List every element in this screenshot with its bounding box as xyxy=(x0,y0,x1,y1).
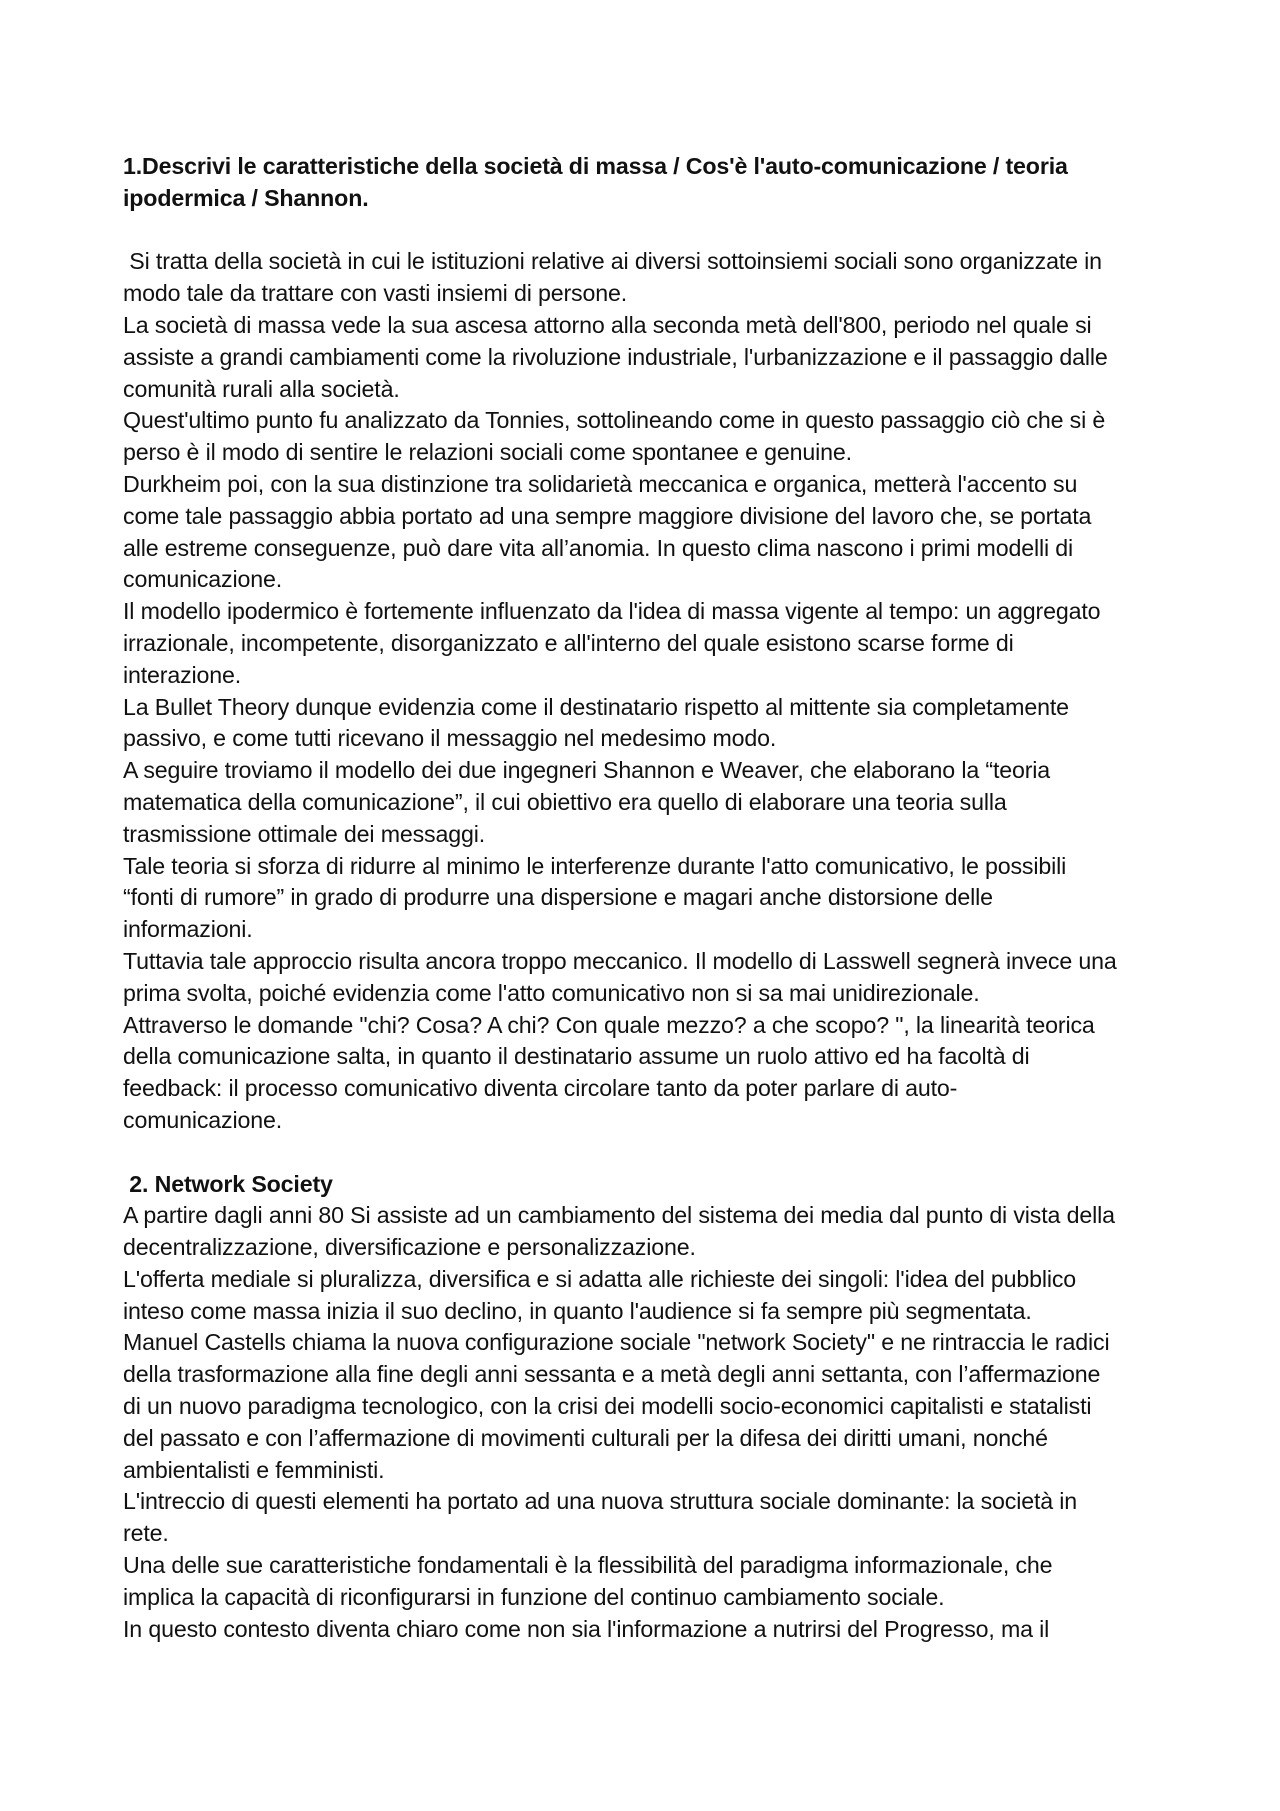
text-line: Manuel Castells chiama la nuova configurazione sociale "network Society" e ne rintraccia le radici xyxy=(123,1329,1110,1356)
text-line: decentralizzazione, diversificazione e personalizzazione. xyxy=(123,1234,696,1261)
text-line: trasmissione ottimale dei messaggi. xyxy=(123,820,486,847)
text-line: comunicazione. xyxy=(123,566,283,593)
text-line: L'intreccio di questi elementi ha portato ad una nuova struttura sociale dominante: la società in xyxy=(123,1488,1078,1515)
text-line: L'offerta mediale si pluralizza, diversifica e si adatta alle richieste dei singoli: l'idea del pubblico xyxy=(123,1265,1077,1292)
text-line: Quest'ultimo punto fu analizzato da Tonnies, sottolineando come in questo passaggio ciò che si è xyxy=(123,407,1106,434)
text-line: Durkheim poi, con la sua distinzione tra solidarietà meccanica e organica, metterà l'accento su xyxy=(123,470,1078,497)
text-line: perso è il modo di sentire le relazioni sociali come spontanee e genuine. xyxy=(123,439,852,466)
text-line: della comunicazione salta, in quanto il destinatario assume un ruolo attivo ed ha facoltà di xyxy=(123,1043,1030,1070)
text-line: della trasformazione alla fine degli anni sessanta e a metà degli anni settanta, con l’affermazione xyxy=(123,1361,1101,1388)
text-line: matematica della comunicazione”, il cui obiettivo era quello di elaborare una teoria sulla xyxy=(123,788,1007,815)
text-line: del passato e con l’affermazione di movimenti culturali per la difesa dei diritti umani, nonché xyxy=(123,1424,1048,1451)
text-line: prima svolta, poiché evidenzia come l'atto comunicativo non si sa mai unidirezionale. xyxy=(123,979,980,1006)
text-line: Il modello ipodermico è fortemente influenzato da l'idea di massa vigente al tempo: un aggregato xyxy=(123,598,1101,625)
text-line: comunità rurali alla società. xyxy=(123,375,400,402)
section-1-heading-line: 1.Descrivi le caratteristiche della società di massa / Cos'è l'auto-comunicazione / teoria xyxy=(123,153,1068,179)
text-line: ambientalisti e femministi. xyxy=(123,1456,385,1483)
text-line: A partire dagli anni 80 Si assiste ad un cambiamento del sistema dei media dal punto di vista della xyxy=(123,1202,1115,1229)
text-line: alle estreme conseguenze, può dare vita all’anomia. In questo clima nascono i primi modelli di xyxy=(123,534,1073,561)
text-line: rete. xyxy=(123,1520,169,1547)
section-1-body xyxy=(123,246,1168,1136)
text-line: Attraverso le domande "chi? Cosa? A chi? Con quale mezzo? a che scopo? ", la linearità teorica xyxy=(123,1011,1095,1038)
blank-line xyxy=(123,1137,1168,1169)
text-line: inteso come massa inizia il suo declino, in quanto l'audience si fa sempre più segmentata. xyxy=(123,1297,1032,1324)
text-line: In questo contesto diventa chiaro come non sia l'informazione a nutrirsi del Progresso, ma il xyxy=(123,1615,1050,1642)
text-line: comunicazione. xyxy=(123,1106,283,1133)
text-line: implica la capacità di riconfigurarsi in funzione del continuo cambiamento sociale. xyxy=(123,1583,945,1610)
text-line: feedback: il processo comunicativo diventa circolare tanto da poter parlare di auto- xyxy=(123,1075,958,1102)
document-body xyxy=(123,151,1168,1645)
section-1-heading xyxy=(123,151,1168,215)
text-line: Tale teoria si sforza di ridurre al minimo le interferenze durante l'atto comunicativo, le possibili xyxy=(123,852,1067,879)
text-line: assiste a grandi cambiamenti come la rivoluzione industriale, l'urbanizzazione e il passaggio dalle xyxy=(123,343,1108,370)
text-line: “fonti di rumore” in grado di produrre una dispersione e magari anche distorsione delle xyxy=(123,884,993,911)
text-line: informazioni. xyxy=(123,916,253,943)
text-line: Si tratta della società in cui le istituzioni relative ai diversi sottoinsiemi sociali sono organizzate in xyxy=(123,248,1102,275)
section-2-heading: 2. Network Society xyxy=(123,1170,333,1197)
text-line: di un nuovo paradigma tecnologico, con la crisi dei modelli socio-economici capitalisti e statalisti xyxy=(123,1393,1092,1420)
text-line: irrazionale, incompetente, disorganizzato e all'interno del quale esistono scarse forme di xyxy=(123,629,1014,656)
text-line: Tuttavia tale approccio risulta ancora troppo meccanico. Il modello di Lasswell segnerà invece una xyxy=(123,947,1117,974)
text-line: passivo, e come tutti ricevano il messaggio nel medesimo modo. xyxy=(123,725,777,752)
text-line: La società di massa vede la sua ascesa attorno alla seconda metà dell'800, periodo nel quale si xyxy=(123,311,1092,338)
section-1-heading-line: ipodermica / Shannon. xyxy=(123,184,369,211)
text-line: come tale passaggio abbia portato ad una sempre maggiore divisione del lavoro che, se portata xyxy=(123,502,1092,529)
text-line: interazione. xyxy=(123,661,242,688)
blank-line xyxy=(123,215,1168,247)
text-line: Una delle sue caratteristiche fondamentali è la flessibilità del paradigma informazionale, che xyxy=(123,1552,1053,1579)
text-line: A seguire troviamo il modello dei due ingegneri Shannon e Weaver, che elaborano la “teoria xyxy=(123,757,1051,784)
text-line: La Bullet Theory dunque evidenzia come il destinatario rispetto al mittente sia completamente xyxy=(123,693,1069,720)
text-line: modo tale da trattare con vasti insiemi di persone. xyxy=(123,280,628,307)
section-2-body xyxy=(123,1200,1168,1645)
